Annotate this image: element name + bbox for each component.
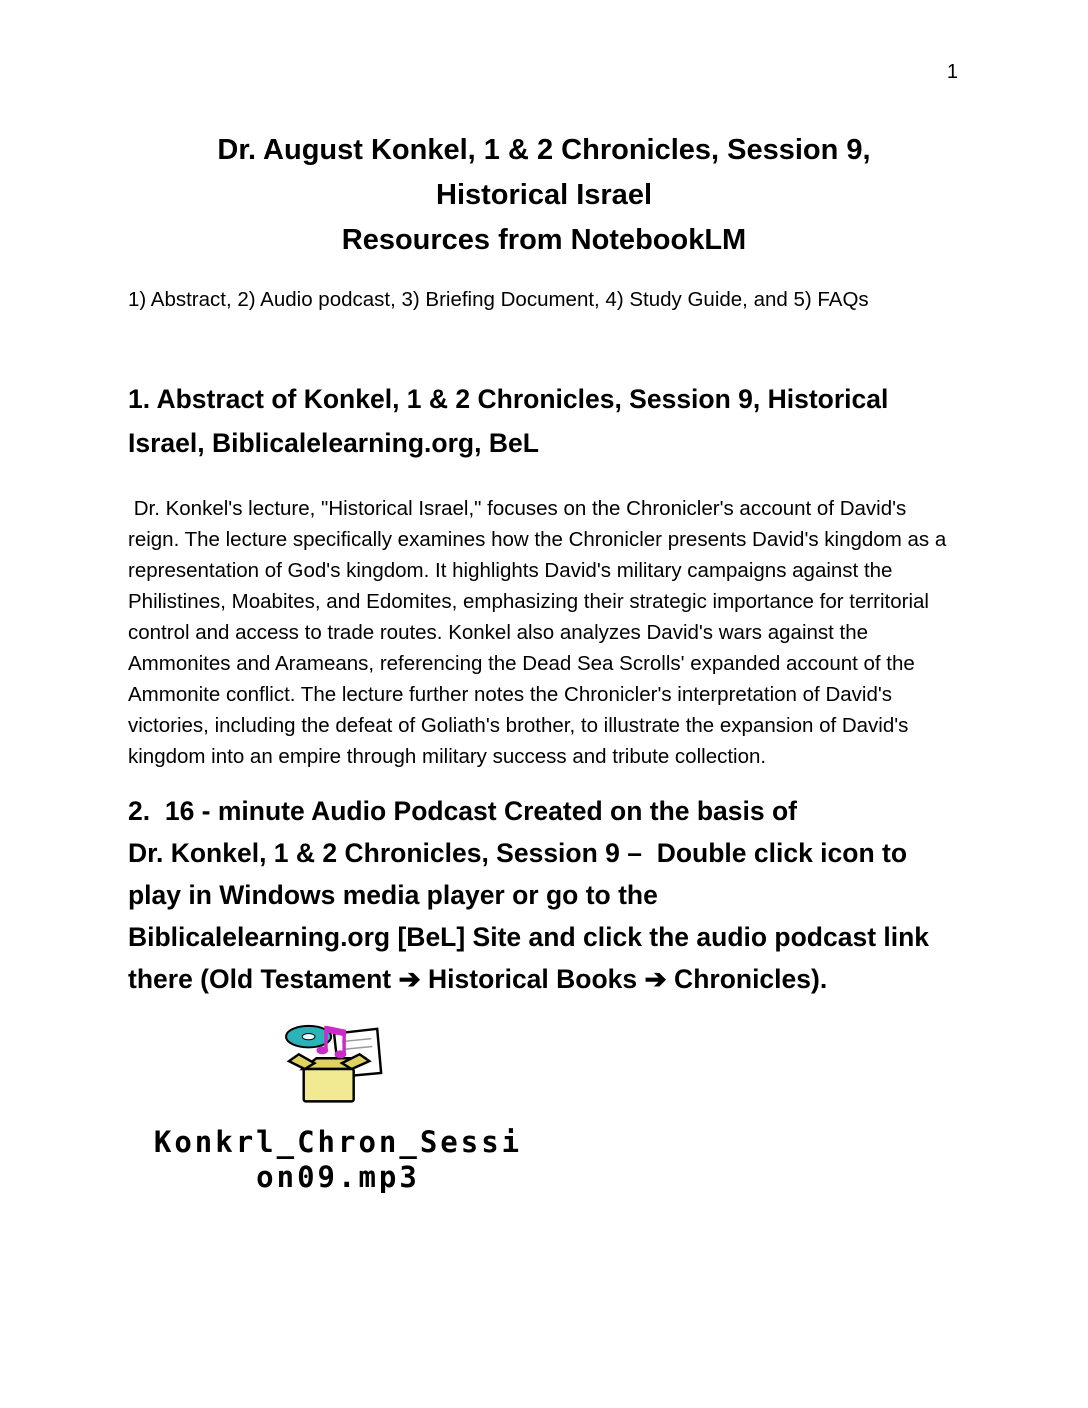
section1-heading-line-1: 1. Abstract of Konkel, 1 & 2 Chronicles, Session 9, Historical [128,384,889,414]
resources-summary-line: 1) Abstract, 2) Audio podcast, 3) Briefing Document, 4) Study Guide, and 5) FAQs [128,288,869,311]
abstract-paragraph: Dr. Konkel's lecture, "Historical Israel," focuses on the Chronicler's account of David's reign. The lecture specifically examines how the Chronicler presents David's kingdom as a representation of God's kingdom. It highlights David's military campaigns against the Philistines, Moabites, and Edomites, emphasizing their strategic importance for territorial control and access to trade routes. Konkel also analyzes David's wars against the Ammonites and Arameans, referencing the Dead Sea Scrolls' expanded account of the Ammonite conflict. The lecture further notes the Chronicler's interpretation of David's victories, including the defeat of Goliath's brother, to illustrate the expansion of David's kingdom into an empire through military success and tribute collection. [128,497,952,768]
audio-file-embed[interactable] [132,1020,544,1195]
audio-filename-line-2: on09.mp3 [256,1160,420,1194]
section2-heading [128,790,960,1000]
audio-filename [132,1125,544,1195]
section2-heading-line-1: 2. 16 - minute Audio Podcast Created on the basis of [128,796,797,826]
document-title [128,0,960,263]
media-clip-icon[interactable] [279,1020,397,1118]
audio-filename-line-1: Konkrl_Chron_Sessi [153,1125,523,1159]
section2-heading-line-4: Biblicalelearning.org [BeL] Site and click the audio podcast link [128,922,930,952]
section1-heading-line-2: Israel, Biblicalelearning.org, BeL [128,428,539,458]
section2-heading-line-5: there (Old Testament ➔ Historical Books ➔ Chronicles). [128,964,828,994]
box-front [304,1069,354,1101]
cd-hole [302,1034,315,1040]
section2-heading-line-2: Dr. Konkel, 1 & 2 Chronicles, Session 9 – Double click icon to [128,838,908,868]
title-line-3: Resources from NotebookLM [341,224,747,256]
box-left-flap [289,1054,314,1069]
title-line-1: Dr. August Konkel, 1 & 2 Chronicles, Session 9, [217,134,871,166]
section1-heading [128,377,960,465]
title-line-2: Historical Israel [436,179,652,211]
page-number: 1 [946,61,958,83]
section2-heading-line-3: play in Windows media player or go to the [128,880,658,910]
